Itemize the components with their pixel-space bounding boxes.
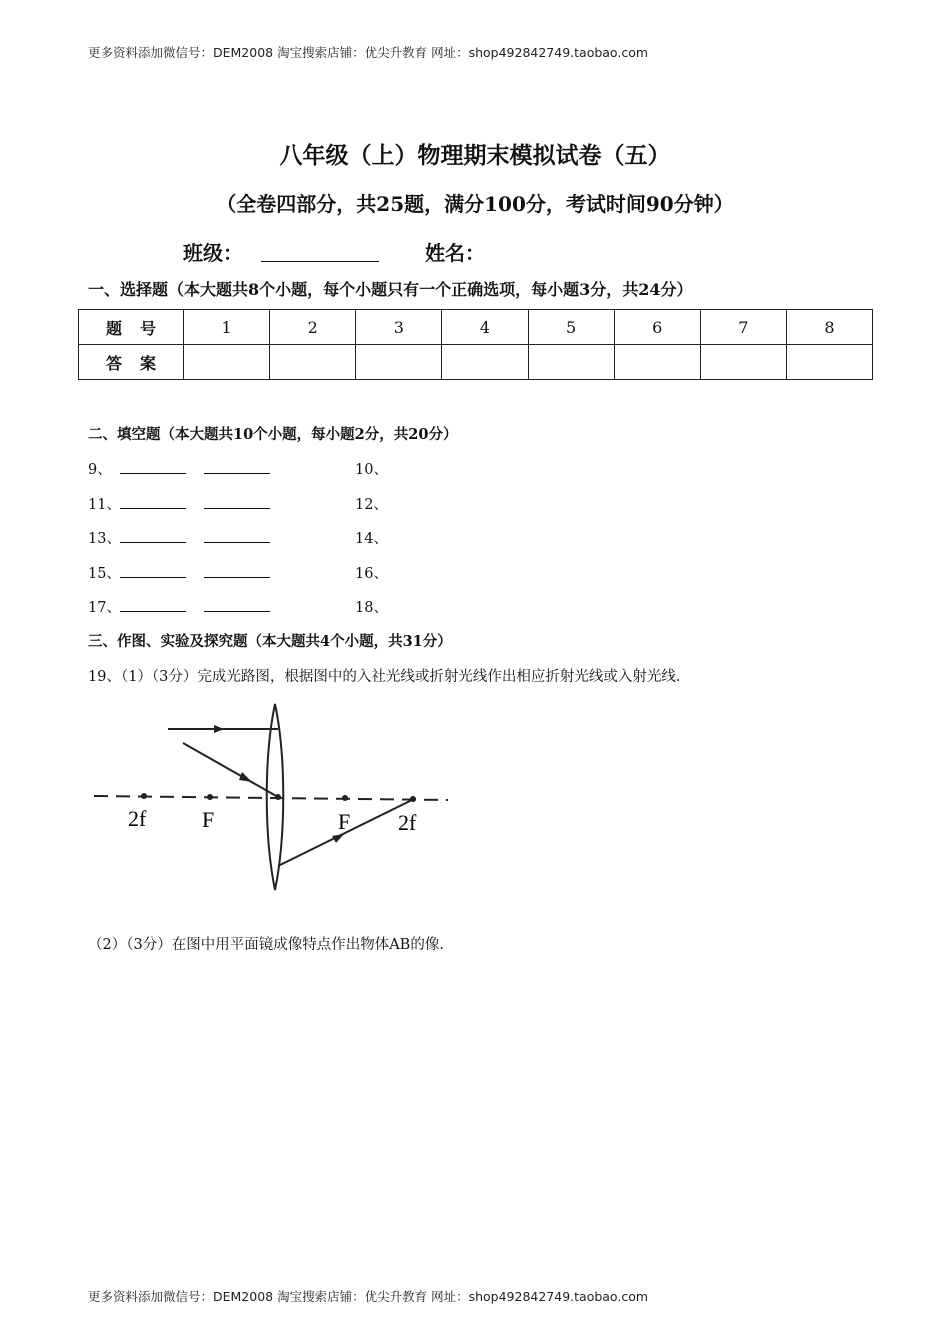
answer-table-answer-row — [79, 345, 873, 380]
answer-cell[interactable] — [442, 345, 528, 380]
lens-center — [275, 794, 281, 800]
label-f-left: F — [202, 807, 215, 832]
principal-axis — [94, 796, 448, 800]
fill-number: 9、 — [88, 462, 112, 478]
point-2f-left — [141, 793, 147, 799]
answer-cell[interactable] — [614, 345, 700, 380]
arrow-icon — [239, 772, 252, 782]
fill-number: 14、 — [355, 531, 388, 547]
section3-title: 三、作图、实验及探究题（本大题共4个小题，共31分） — [88, 633, 452, 650]
question-number: 1 — [184, 310, 270, 345]
question-number: 5 — [528, 310, 614, 345]
point-f-right — [342, 795, 348, 801]
fill-number: 16、 — [355, 566, 388, 582]
fill-blank[interactable] — [120, 599, 186, 612]
lens-ray-diagram — [88, 696, 458, 896]
label-2f-left: 2f — [128, 806, 147, 831]
question-19-1: 19、（1）（3分）完成光路图，根据图中的入社光线或折射光线作出相应折射光线或入射光线. — [88, 669, 681, 685]
section1-title: 一、选择题（本大题共8个小题，每个小题只有一个正确选项，每小题3分，共24分） — [88, 280, 693, 299]
fill-blank[interactable] — [204, 496, 270, 509]
number-row-label: 题号 — [79, 310, 184, 345]
label-f-right: F — [338, 809, 351, 834]
fill-number: 10、 — [355, 462, 388, 478]
label-2f-right: 2f — [398, 810, 417, 835]
incident-ray-through-focus — [183, 743, 278, 797]
page-footer: 更多资料添加微信号：DEM2008 淘宝搜索店铺：优尖升教育 网址：shop492842749.taobao.com — [88, 1289, 649, 1304]
answer-cell[interactable] — [356, 345, 442, 380]
exam-info: （全卷四部分，共25题，满分100分，考试时间90分钟） — [216, 192, 734, 216]
fill-number: 18、 — [355, 600, 388, 616]
answer-cell[interactable] — [270, 345, 356, 380]
fill-row — [88, 562, 288, 583]
page-title: 八年级（上）物理期末模拟试卷（五） — [279, 142, 671, 169]
fill-number: 11、 — [88, 497, 121, 513]
name-label: 姓名： — [425, 241, 485, 265]
fill-blank[interactable] — [120, 461, 186, 474]
fill-blank[interactable] — [204, 599, 270, 612]
answer-cell[interactable] — [786, 345, 872, 380]
fill-number: 12、 — [355, 497, 388, 513]
fill-row — [88, 596, 288, 617]
answer-table-number-row — [79, 310, 873, 345]
fill-blank[interactable] — [204, 461, 270, 474]
point-f-left — [207, 794, 213, 800]
question-number: 6 — [614, 310, 700, 345]
fill-row — [88, 493, 288, 514]
question-number: 4 — [442, 310, 528, 345]
class-label: 班级： — [183, 241, 243, 265]
fill-blank[interactable] — [120, 530, 186, 543]
fill-row — [88, 527, 288, 548]
question-number: 2 — [270, 310, 356, 345]
page-header: 更多资料添加微信号：DEM2008 淘宝搜索店铺：优尖升教育 网址：shop492842749.taobao.com — [88, 45, 649, 60]
fill-blank[interactable] — [120, 496, 186, 509]
fill-number: 13、 — [88, 531, 121, 547]
class-blank[interactable] — [261, 243, 379, 262]
point-2f-right — [410, 796, 416, 802]
fill-number: 17、 — [88, 600, 121, 616]
question-19-2: （2）（3分）在图中用平面镜成像特点作出物体AB的像. — [88, 937, 444, 953]
arrow-icon — [332, 834, 344, 843]
fill-blank[interactable] — [204, 565, 270, 578]
question-number: 8 — [786, 310, 872, 345]
fill-blank[interactable] — [204, 530, 270, 543]
arrow-icon — [214, 725, 224, 733]
question-number: 7 — [700, 310, 786, 345]
fill-number: 15、 — [88, 566, 121, 582]
answer-table — [78, 309, 873, 380]
question-number: 3 — [356, 310, 442, 345]
fill-row — [88, 458, 288, 479]
student-info-row — [183, 237, 485, 266]
answer-cell[interactable] — [184, 345, 270, 380]
answer-row-label: 答案 — [79, 345, 184, 380]
answer-cell[interactable] — [700, 345, 786, 380]
answer-cell[interactable] — [528, 345, 614, 380]
section2-title: 二、填空题（本大题共10个小题，每小题2分，共20分） — [88, 426, 458, 443]
fill-blank[interactable] — [120, 565, 186, 578]
